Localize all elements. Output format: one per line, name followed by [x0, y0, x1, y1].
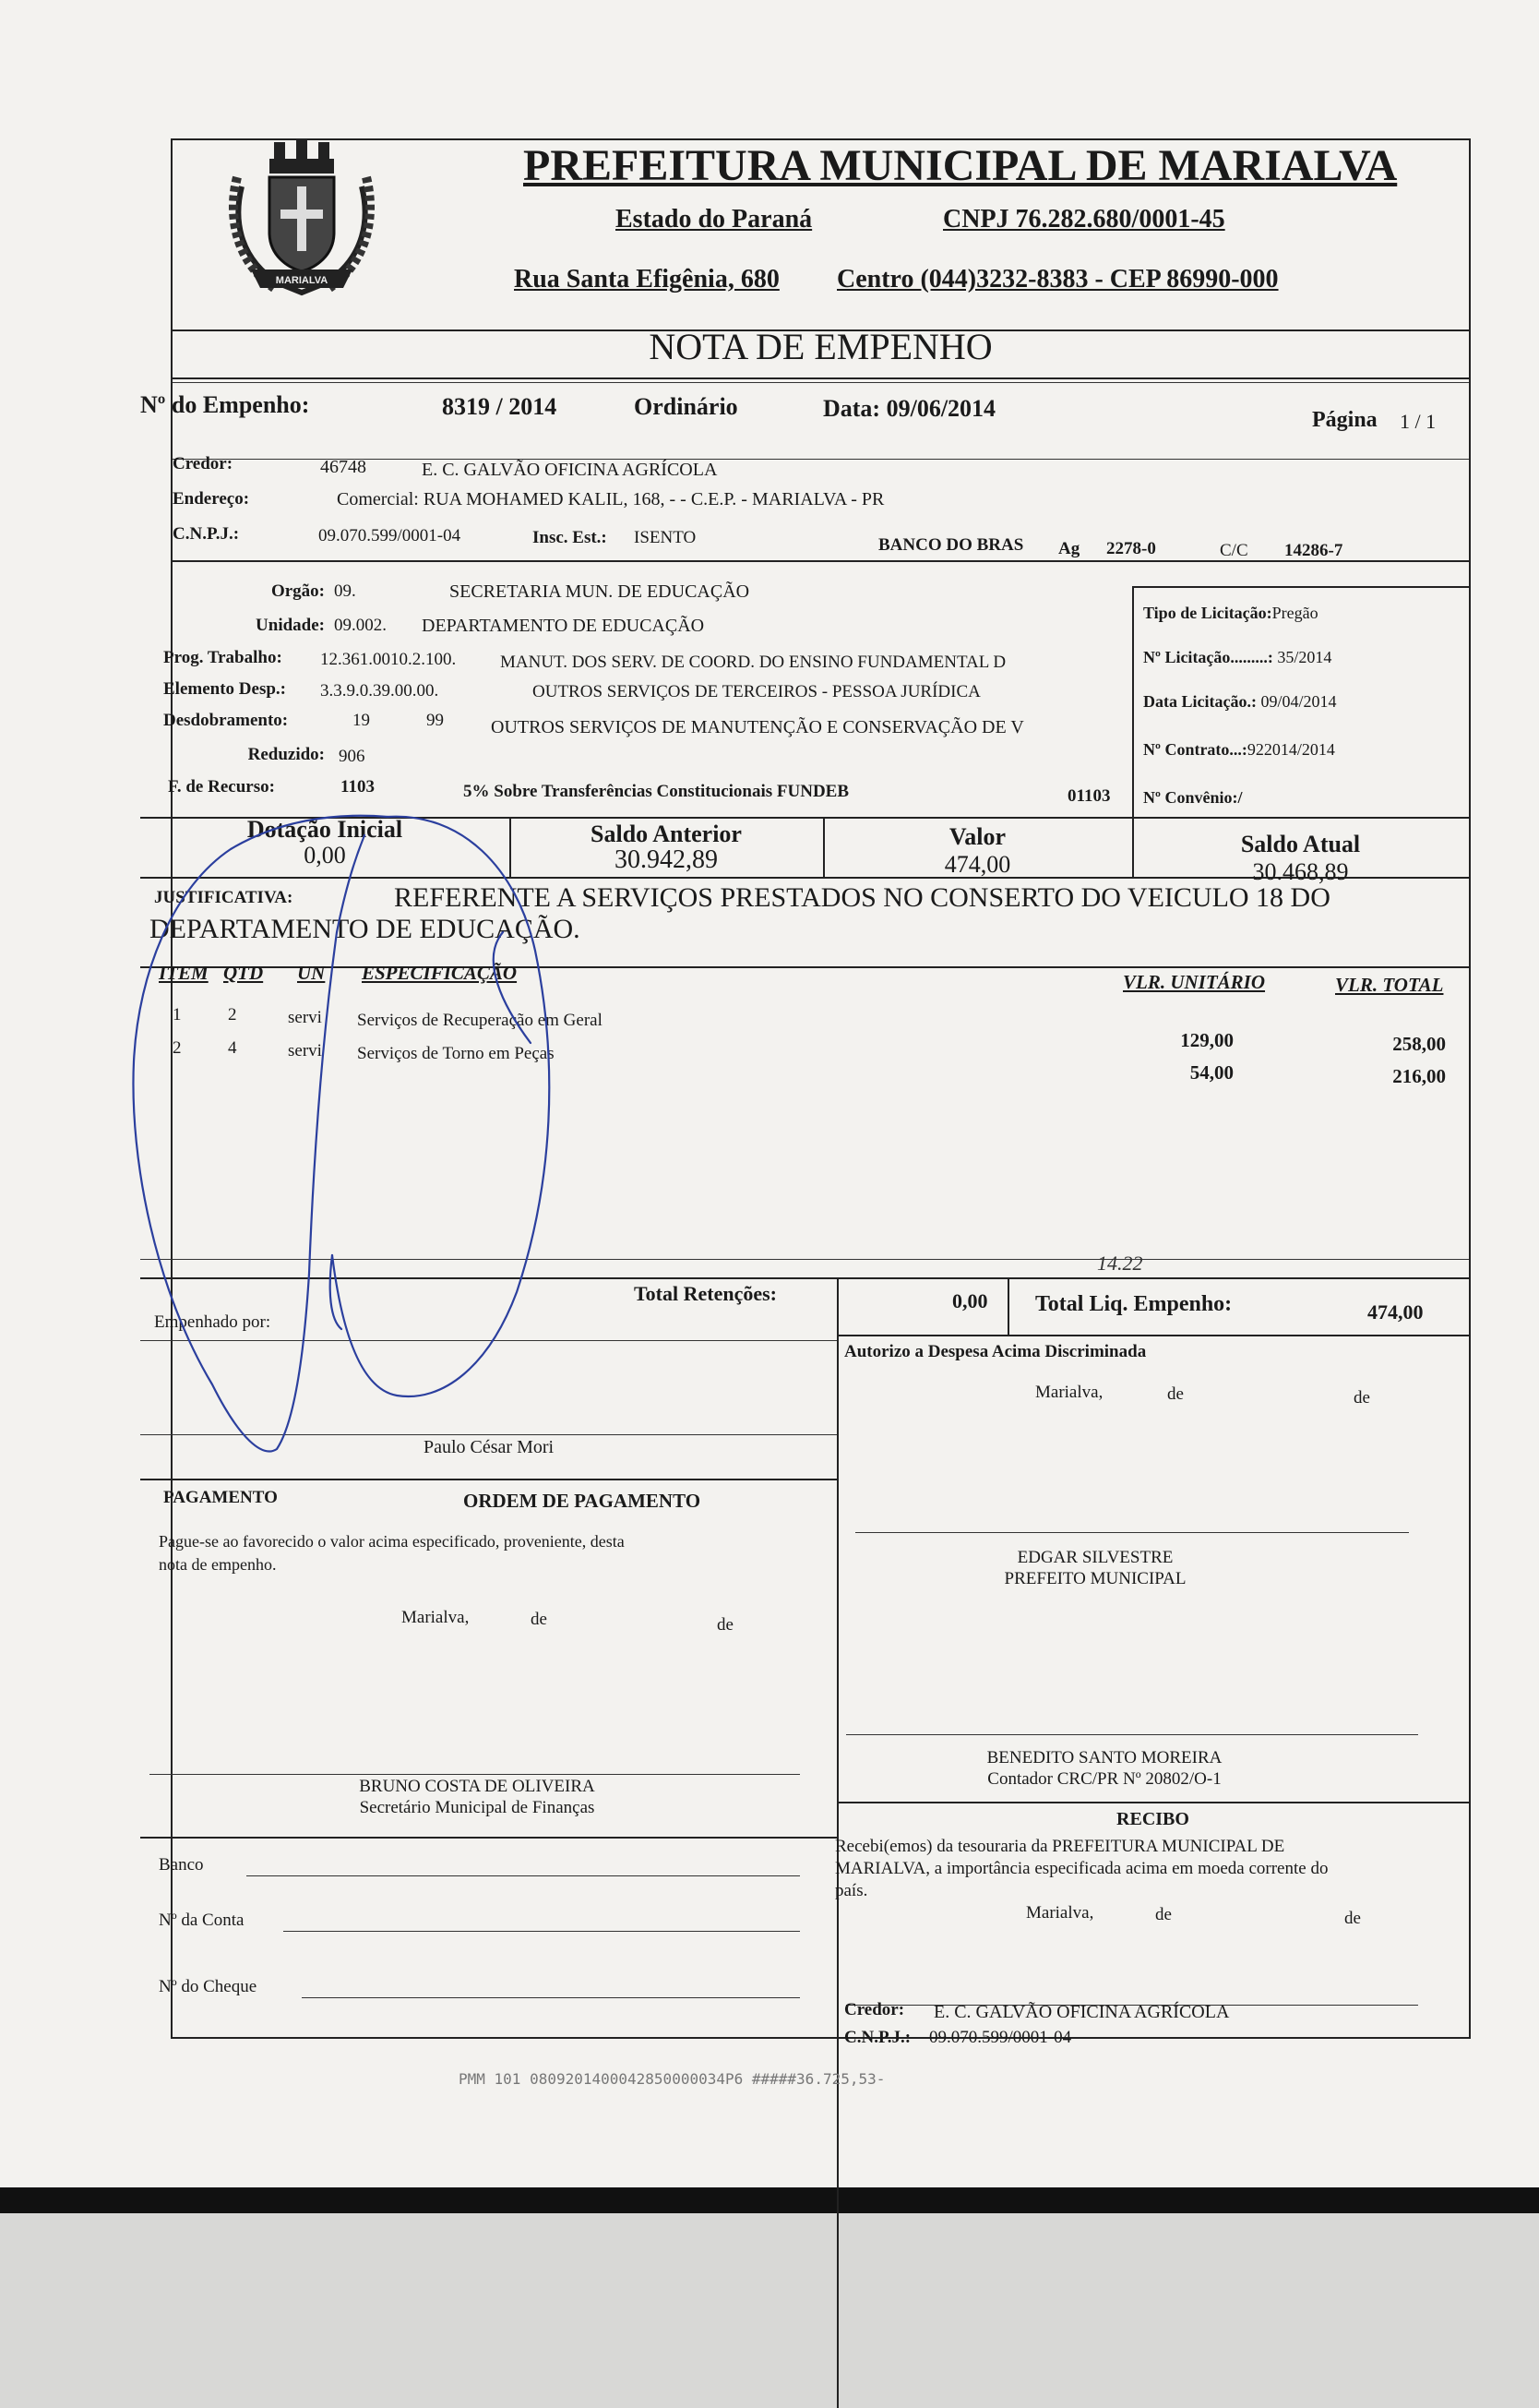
valor-value: 474,00 [944, 851, 1011, 878]
saldo-anterior-value: 30.942,89 [614, 845, 718, 874]
recibo-text-1: Recebi(emos) da tesouraria da PREFEITURA MUNICIPAL DE [835, 1837, 1285, 1856]
insc-label: Insc. Est.: [532, 528, 607, 547]
item-qtd: 4 [228, 1038, 237, 1058]
secretario-name: BRUNO COSTA DE OLIVEIRA [359, 1777, 595, 1796]
address-label: Endereço: [173, 489, 250, 509]
contrato-number: Nº Contrato...:922014/2014 [1143, 740, 1335, 759]
autorizo-de-2: de [1354, 1388, 1370, 1408]
recibo-text-2: MARIALVA, a importância especificada acima em moeda corrente do [835, 1859, 1329, 1878]
bank-cc-label: C/C [1220, 541, 1248, 560]
cheque-label: Nº do Cheque [159, 1977, 257, 1996]
licitacao-type: Tipo de Licitação:Pregão [1143, 604, 1318, 622]
retencoes-value: 0,00 [952, 1289, 988, 1312]
recibo-title: RECIBO [1116, 1809, 1189, 1829]
empenhado-label: Empenhado por: [154, 1312, 271, 1332]
contador-title: Contador CRC/PR Nº 20802/O-1 [987, 1769, 1222, 1789]
saldo-anterior-label: Saldo Anterior [591, 821, 742, 847]
desdob-label: Desdobramento: [163, 711, 289, 730]
insc-value: ISENTO [634, 528, 697, 547]
recurso-label: F. de Recurso: [168, 777, 275, 797]
unidade-label: Unidade: [256, 616, 325, 635]
col-un: UN [297, 962, 326, 984]
valor-label: Valor [948, 823, 1007, 850]
justificativa-line2: DEPARTAMENTO DE EDUCAÇÃO. [149, 914, 580, 944]
orgao-name: SECRETARIA MUN. DE EDUCAÇÃO [449, 581, 750, 602]
justificativa-label: JUSTIFICATIVA: [154, 888, 293, 907]
address-street: Rua Santa Efigênia, 680 [514, 265, 780, 294]
prog-code: 12.361.0010.2.100. [320, 650, 457, 669]
saldo-atual-value: 30.468,89 [1252, 858, 1349, 885]
prog-label: Prog. Trabalho: [163, 648, 282, 667]
col-unit: VLR. UNITÁRIO [1123, 971, 1266, 993]
pagamento-de-2: de [717, 1615, 734, 1635]
svg-text:MARIALVA: MARIALVA [275, 275, 328, 286]
pagamento-text-2: nota de empenho. [159, 1555, 277, 1574]
handwritten-note: 14.22 [1097, 1252, 1143, 1275]
col-total: VLR. TOTAL [1335, 974, 1444, 996]
reduzido-label: Reduzido: [247, 745, 325, 764]
bank-ag: 2278-0 [1106, 539, 1156, 558]
ordem-pagamento: ORDEM DE PAGAMENTO [463, 1490, 701, 1512]
pagamento-text-1: Pague-se ao favorecido o valor acima especificado, proveniente, desta [159, 1532, 625, 1551]
item-number: 1 [173, 1005, 182, 1024]
col-spec: ESPECIFICAÇÃO [362, 962, 518, 984]
conta-label: Nº da Conta [159, 1911, 245, 1930]
autorizo-city: Marialva, [1035, 1383, 1104, 1402]
secretario-title: Secretário Municipal de Finanças [359, 1798, 595, 1817]
elemento-label: Elemento Desp.: [163, 679, 286, 699]
recurso-code: 1103 [340, 777, 375, 797]
col-item: ITEM [159, 962, 209, 984]
liquido-value: 474,00 [1367, 1300, 1424, 1324]
recibo-cnpj-label: C.N.P.J.: [844, 2028, 912, 2047]
desdob-b: 99 [426, 711, 444, 730]
address-rest: Centro (044)3232-8383 - CEP 86990-000 [837, 265, 1279, 294]
credor-code: 46748 [320, 457, 366, 477]
item-qtd: 2 [228, 1005, 237, 1024]
recibo-cnpj: 09.070.599/0001-04 [929, 2028, 1072, 2047]
item-un: servi [288, 1041, 322, 1060]
page-number: 1 / 1 [1400, 410, 1437, 433]
municipality-title: PREFEITURA MUNICIPAL DE MARIALVA [523, 141, 1398, 190]
licitacao-date: Data Licitação.: 09/04/2014 [1143, 692, 1337, 711]
cnpj-label: C.N.P.J.: [173, 524, 240, 544]
convenio-number: Nº Convênio:/ [1143, 788, 1243, 807]
credor-cnpj: 09.070.599/0001-04 [318, 526, 461, 545]
unidade-name: DEPARTAMENTO DE EDUCAÇÃO [422, 616, 705, 636]
pagamento-label: PAGAMENTO [163, 1488, 278, 1507]
liquido-label: Total Liq. Empenho: [1035, 1292, 1233, 1316]
col-qtd: QTD [223, 962, 264, 984]
footer-code: PMM 101 0809201400042850000034P6 #####36.725,53- [459, 2070, 886, 2088]
elemento-name: OUTROS SERVIÇOS DE TERCEIROS - PESSOA JURÍDICA [532, 682, 981, 701]
contador-name: BENEDITO SANTO MOREIRA [986, 1748, 1223, 1767]
pagamento-city: Marialva, [401, 1608, 470, 1627]
bank-cc: 14286-7 [1284, 541, 1343, 560]
pagamento-de-1: de [531, 1610, 547, 1629]
recurso-name: 5% Sobre Transferências Constitucionais FUNDEB [463, 782, 850, 801]
item-number: 2 [173, 1038, 182, 1058]
recibo-text-3: país. [835, 1881, 868, 1900]
item-unit-value: 129,00 [1180, 1029, 1234, 1051]
desdob-name: OUTROS SERVIÇOS DE MANUTENÇÃO E CONSERVAÇÃO DE V [491, 717, 1024, 737]
recibo-de-2: de [1344, 1909, 1361, 1928]
recibo-city: Marialva, [1026, 1903, 1094, 1923]
item-spec: Serviços de Recuperação em Geral [357, 1011, 602, 1030]
coat-of-arms-icon [223, 122, 380, 306]
elemento-code: 3.3.9.0.39.00.00. [320, 681, 439, 701]
recibo-credor-label: Credor: [844, 2000, 905, 2019]
page-label: Página [1312, 408, 1378, 432]
reduzido-value: 906 [339, 747, 365, 766]
empenho-number: 8319 / 2014 [442, 393, 557, 420]
empenho-type: Ordinário [634, 393, 738, 420]
saldo-atual-label: Saldo Atual [1240, 831, 1361, 857]
dotacao-value: 0,00 [304, 842, 346, 869]
credor-address: Comercial: RUA MOHAMED KALIL, 168, - - C.E.P. - MARIALVA - PR [337, 489, 885, 509]
item-un: servi [288, 1008, 322, 1027]
item-spec: Serviços de Torno em Peças [357, 1044, 555, 1063]
unidade-code: 09.002. [334, 616, 387, 635]
scan-edge [0, 2187, 1539, 2213]
credor-label: Credor: [173, 454, 233, 473]
autorizo-de-1: de [1167, 1384, 1184, 1404]
item-total-value: 216,00 [1392, 1065, 1446, 1087]
state-name: Estado do Paraná [615, 205, 813, 234]
credor-name: E. C. GALVÃO OFICINA AGRÍCOLA [422, 460, 718, 480]
desdob-a: 19 [352, 711, 370, 730]
municipality-cnpj: CNPJ 76.282.680/0001-45 [943, 205, 1225, 234]
prefeito-title: PREFEITO MUNICIPAL [1004, 1569, 1187, 1588]
document-title: NOTA DE EMPENHO [649, 326, 993, 367]
recurso-number: 01103 [1068, 786, 1111, 806]
prog-name: MANUT. DOS SERV. DE COORD. DO ENSINO FUNDAMENTAL D [500, 653, 1007, 672]
nota-de-empenho [140, 138, 1471, 2047]
orgao-code: 09. [334, 581, 356, 601]
dotacao-label: Dotação Inicial [246, 816, 403, 843]
empenho-date: Data: 09/06/2014 [823, 395, 996, 422]
autorizo-text: Autorizo a Despesa Acima Discriminada [844, 1342, 1147, 1361]
licitacao-number: Nº Licitação.........: 35/2014 [1143, 648, 1332, 666]
orgao-label: Orgão: [270, 581, 325, 601]
justificativa-line1: REFERENTE A SERVIÇOS PRESTADOS NO CONSERTO DO VEICULO 18 DO [394, 882, 1330, 913]
retencoes-label: Total Retenções: [634, 1282, 777, 1305]
recibo-credor: E. C. GALVÃO OFICINA AGRÍCOLA [934, 2002, 1230, 2022]
empenhado-name: Paulo César Mori [424, 1437, 555, 1457]
banco-label: Banco [159, 1855, 204, 1875]
item-unit-value: 54,00 [1189, 1061, 1234, 1084]
empenho-number-label: Nº do Empenho: [140, 391, 310, 418]
bank-ag-label: Ag [1058, 539, 1080, 558]
prefeito-name: EDGAR SILVESTRE [1017, 1548, 1174, 1567]
item-total-value: 258,00 [1392, 1033, 1446, 1055]
bank-name: BANCO DO BRAS [878, 535, 1024, 555]
recibo-de-1: de [1155, 1905, 1172, 1924]
